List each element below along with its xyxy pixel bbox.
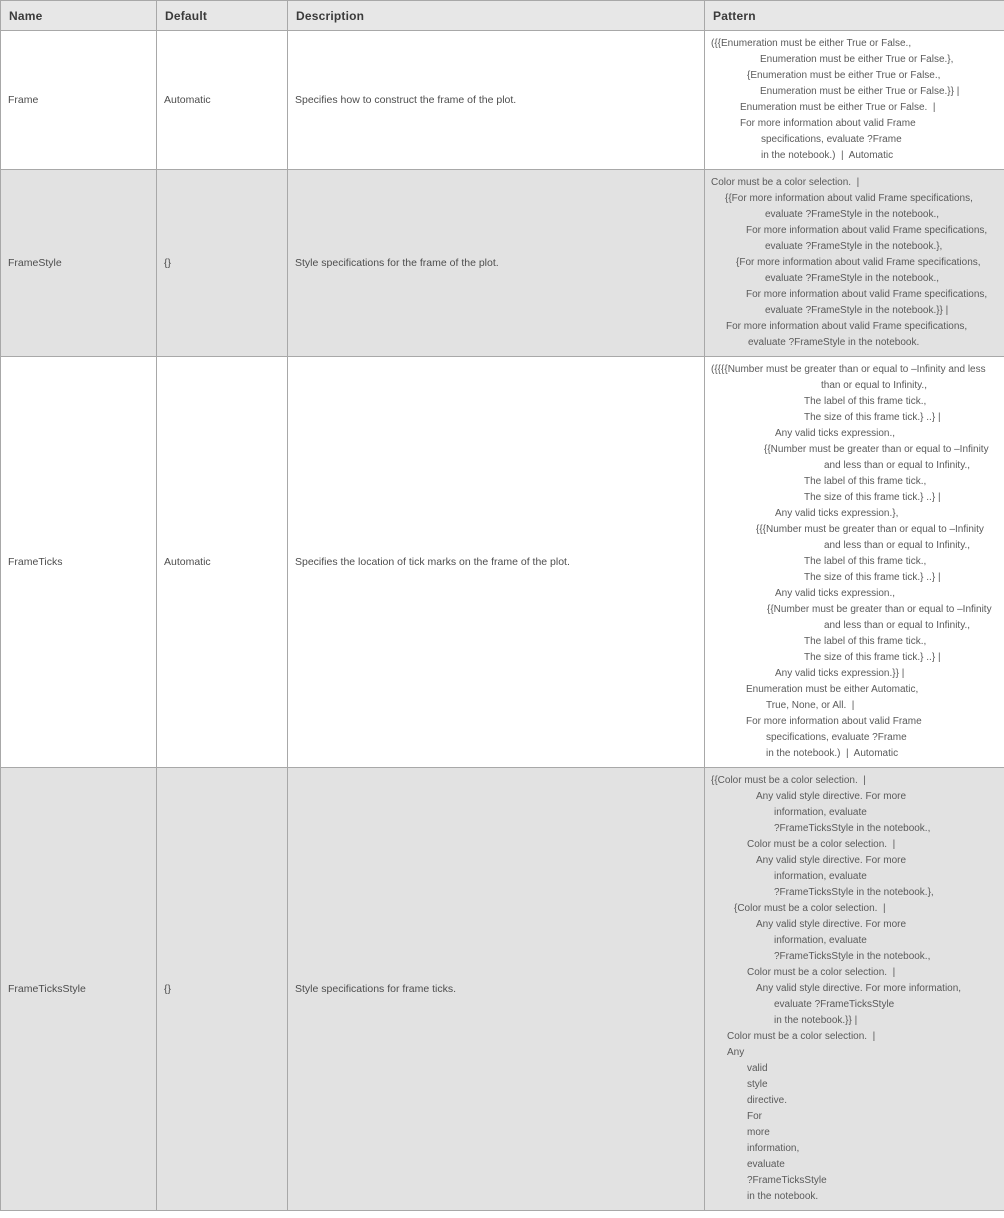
pattern-line: Any valid ticks expression.},	[775, 508, 899, 519]
pattern-line: valid	[747, 1063, 768, 1074]
pattern-line: Color must be a color selection. |	[747, 839, 896, 850]
pattern-line: directive.	[747, 1095, 788, 1106]
option-pattern-cell	[705, 170, 1004, 357]
pattern-line: specifications, evaluate ?Frame	[761, 134, 902, 145]
pattern-line: evaluate ?FrameStyle in the notebook.,	[765, 209, 939, 220]
option-default-cell: Automatic	[157, 31, 288, 170]
pattern-line: For more information about valid Frame specifications,	[746, 289, 988, 300]
option-default-cell: {}	[157, 768, 288, 1211]
pattern-line: ({{Enumeration must be either True or False.,	[711, 38, 912, 49]
table-row	[1, 768, 1004, 1211]
pattern-line: ?FrameTicksStyle in the notebook.},	[774, 887, 934, 898]
pattern-line: Any valid ticks expression.,	[775, 588, 896, 599]
column-header-name: Name	[1, 1, 157, 31]
table-body	[1, 31, 1004, 1211]
pattern-line: {{{Number must be greater than or equal to –Infinity	[756, 524, 984, 535]
header-row	[1, 1, 1004, 31]
pattern-line: information, evaluate	[774, 935, 867, 946]
pattern-line: in the notebook.) | Automatic	[766, 748, 899, 759]
pattern-line: {For more information about valid Frame specifications,	[736, 257, 981, 268]
pattern-line: For	[747, 1111, 762, 1122]
pattern-line: Any valid ticks expression.,	[775, 428, 896, 439]
pattern-line: The size of this frame tick.} ..} |	[804, 572, 941, 583]
pattern-line: {Color must be a color selection. |	[734, 903, 886, 914]
table-header	[1, 1, 1004, 31]
pattern-line: and less than or equal to Infinity.,	[824, 620, 971, 631]
option-name-cell: FrameTicks	[1, 357, 157, 768]
column-header-pattern: Pattern	[705, 1, 1004, 31]
pattern-line: Any valid style directive. For more	[756, 791, 907, 802]
pattern-line: ?FrameTicksStyle in the notebook.,	[774, 823, 931, 834]
pattern-line: in the notebook.	[747, 1191, 819, 1202]
option-description-cell: Style specifications for the frame of the plot.	[288, 170, 705, 357]
pattern-line: style	[747, 1079, 768, 1090]
pattern-line: than or equal to Infinity.,	[821, 380, 927, 391]
pattern-line: evaluate ?FrameStyle in the notebook.,	[765, 273, 939, 284]
pattern-line: For more information about valid Frame specifications,	[726, 321, 968, 332]
option-description-cell: Specifies the location of tick marks on the frame of the plot.	[288, 357, 705, 768]
option-default-cell: Automatic	[157, 357, 288, 768]
option-name-cell: FrameTicksStyle	[1, 768, 157, 1211]
pattern-line: and less than or equal to Infinity.,	[824, 460, 971, 471]
pattern-line: {{For more information about valid Frame specifications,	[725, 193, 973, 204]
table-row	[1, 31, 1004, 170]
pattern-line: ({{{{Number must be greater than or equal to –Infinity and less	[711, 364, 986, 375]
pattern-line: The size of this frame tick.} ..} |	[804, 412, 941, 423]
pattern-line: information, evaluate	[774, 871, 867, 882]
pattern-line: evaluate ?FrameStyle in the notebook.}} |	[765, 305, 949, 316]
pattern-line: Any valid ticks expression.}} |	[775, 668, 905, 679]
pattern-line: ?FrameTicksStyle in the notebook.,	[774, 951, 931, 962]
pattern-line: Enumeration must be either True or False.},	[760, 54, 954, 65]
pattern-line: Enumeration must be either Automatic,	[746, 684, 919, 695]
pattern-line: The label of this frame tick.,	[804, 636, 927, 647]
pattern-line: Any	[727, 1047, 745, 1058]
pattern-line: evaluate ?FrameStyle in the notebook.},	[765, 241, 943, 252]
table-row	[1, 357, 1004, 768]
pattern-line: evaluate	[747, 1159, 785, 1170]
pattern-line: evaluate ?FrameTicksStyle	[774, 999, 895, 1010]
pattern-line: The label of this frame tick.,	[804, 476, 927, 487]
option-name-cell: FrameStyle	[1, 170, 157, 357]
pattern-line: information,	[747, 1143, 800, 1154]
pattern-line: The label of this frame tick.,	[804, 396, 927, 407]
pattern-line: evaluate ?FrameStyle in the notebook.	[748, 337, 920, 348]
pattern-line: Any valid style directive. For more	[756, 855, 907, 866]
pattern-line: Any valid style directive. For more information,	[756, 983, 962, 994]
option-pattern-cell	[705, 768, 1004, 1211]
option-pattern-cell	[705, 357, 1004, 768]
pattern-line: Color must be a color selection. |	[727, 1031, 876, 1042]
pattern-line: The size of this frame tick.} ..} |	[804, 652, 941, 663]
pattern-line: Color must be a color selection. |	[747, 967, 896, 978]
pattern-line: For more information about valid Frame specifications,	[746, 225, 988, 236]
pattern-line: Any valid style directive. For more	[756, 919, 907, 930]
pattern-line: {{Color must be a color selection. |	[711, 775, 866, 786]
option-pattern-cell	[705, 31, 1004, 170]
pattern-line: information, evaluate	[774, 807, 867, 818]
pattern-line: {{Number must be greater than or equal to –Infinity	[764, 444, 989, 455]
pattern-line: in the notebook.}} |	[774, 1015, 858, 1026]
pattern-line: Color must be a color selection. |	[711, 177, 860, 188]
pattern-line: {Enumeration must be either True or False.,	[747, 70, 941, 81]
column-header-description: Description	[288, 1, 705, 31]
pattern-line: The size of this frame tick.} ..} |	[804, 492, 941, 503]
option-description-cell: Specifies how to construct the frame of the plot.	[288, 31, 705, 170]
pattern-line: {{Number must be greater than or equal to –Infinity	[767, 604, 992, 615]
pattern-line: ?FrameTicksStyle	[747, 1175, 827, 1186]
option-description-cell: Style specifications for frame ticks.	[288, 768, 705, 1211]
pattern-line: For more information about valid Frame	[740, 118, 916, 129]
column-header-default: Default	[157, 1, 288, 31]
option-name-cell: Frame	[1, 31, 157, 170]
pattern-line: more	[747, 1127, 770, 1138]
pattern-line: For more information about valid Frame	[746, 716, 922, 727]
pattern-line: in the notebook.) | Automatic	[761, 150, 894, 161]
pattern-line: True, None, or All. |	[766, 700, 855, 711]
pattern-line: Enumeration must be either True or False.}} |	[760, 86, 960, 97]
pattern-line: Enumeration must be either True or False. |	[740, 102, 936, 113]
option-default-cell: {}	[157, 170, 288, 357]
pattern-line: specifications, evaluate ?Frame	[766, 732, 907, 743]
pattern-line: and less than or equal to Infinity.,	[824, 540, 971, 551]
table-row	[1, 170, 1004, 357]
pattern-line: The label of this frame tick.,	[804, 556, 927, 567]
